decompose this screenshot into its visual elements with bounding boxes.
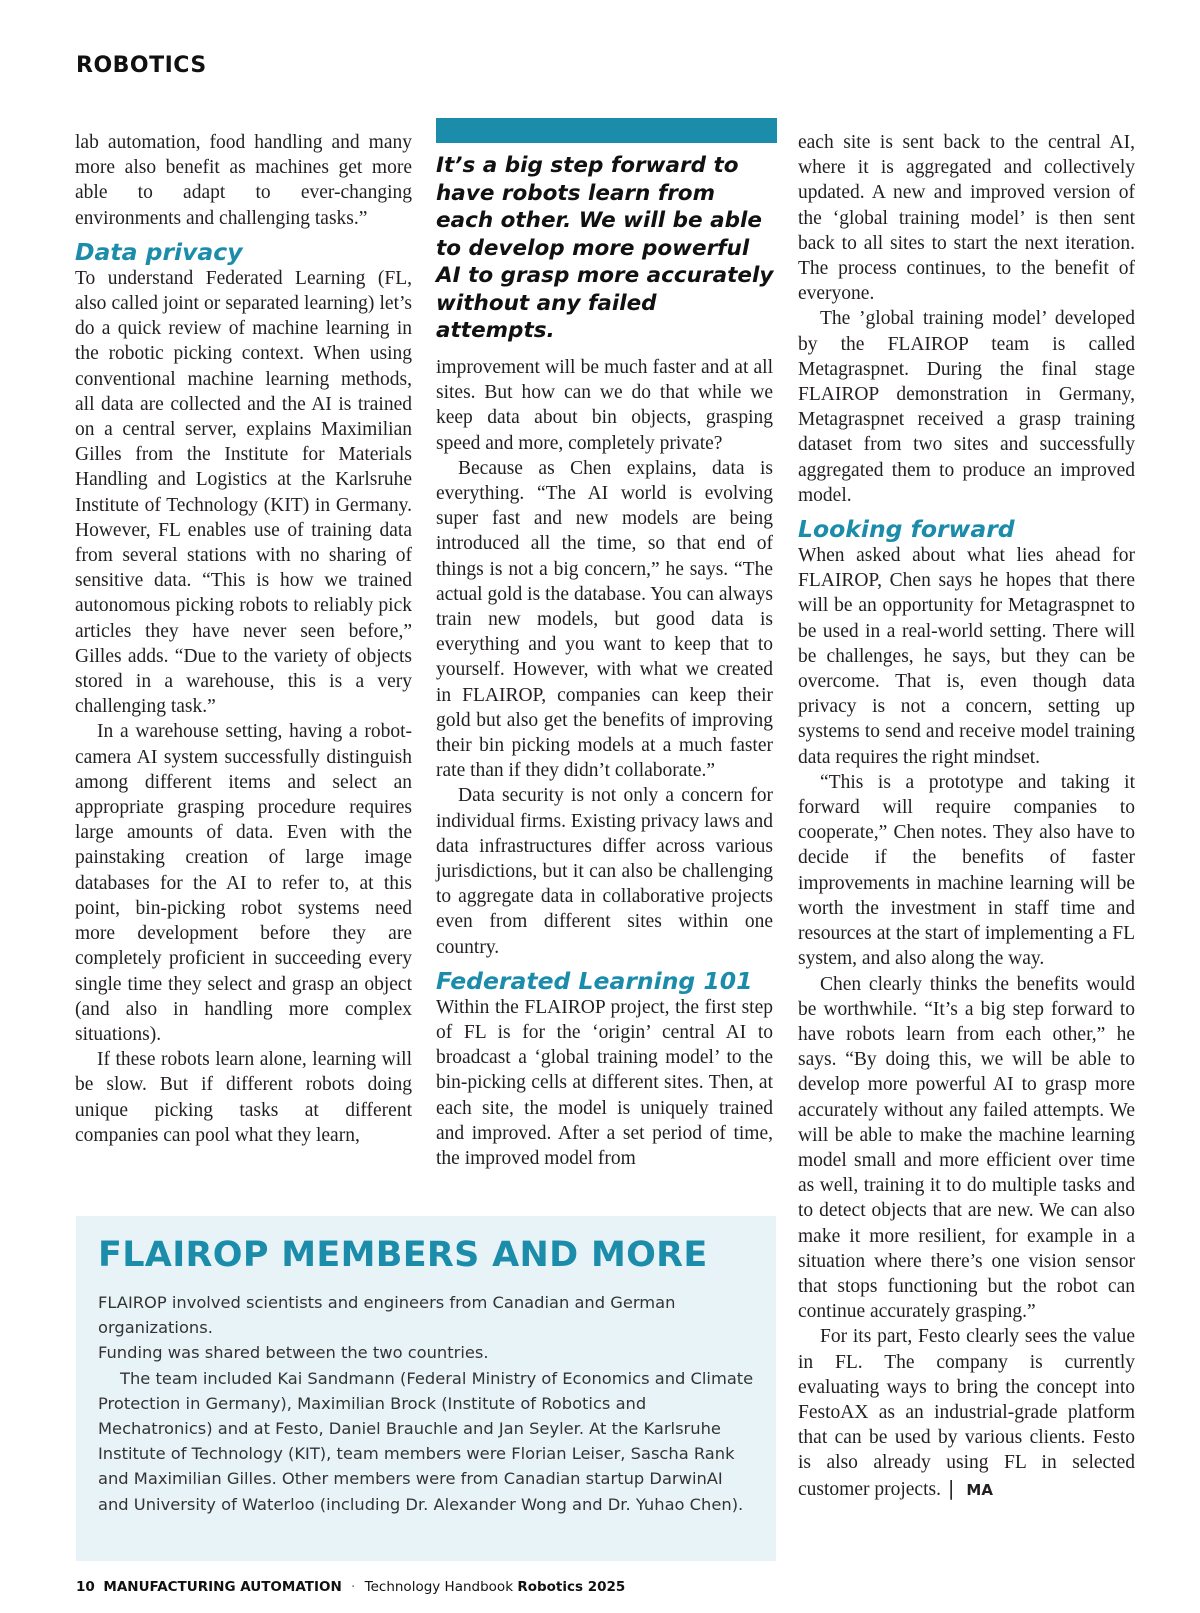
paragraph: In a warehouse setting, having a robot-camera AI system successfully distinguish among different items and select an appropriate grasping procedure requires large amounts of data. Even with the painstaking creation of large image databases for the AI to refer to, at this point, bin-picking robot systems need more development before they are completely proficient in succeeding every single time they select and grasp an object (and also in handling more complex situations). bbox=[75, 721, 412, 1045]
article-column-2 bbox=[436, 355, 773, 1171]
edition-name: Robotics 2025 bbox=[517, 1579, 626, 1595]
article-column-1 bbox=[75, 130, 412, 1148]
paragraph: If these robots learn alone, learning will be slow. But if different robots doing unique picking tasks at different companies can pool what they learn, bbox=[75, 1049, 412, 1146]
paragraph: Chen clearly thinks the benefits would be worthwhile. “It’s a big step forward to have robots learn from each other,” he says. “By doing this, we will be able to develop more powerful AI to grasp more accurately without any failed attempts. We will be able to make the machine learning model small and more efficient over time as well, training it to do multiple tasks and to detect objects that are new. We can also make it more resilient, for example in a situation where there’s one vision sensor that stops functioning but the robot can continue accurately grasping.” bbox=[798, 973, 1135, 1323]
sidebar-title: FLAIROP MEMBERS AND MORE bbox=[98, 1235, 708, 1275]
pullquote: It’s a big step forward to have robots learn from each other. We will be able to develop more powerful AI to grasp more accurately without any failed attempts. bbox=[436, 153, 774, 343]
sidebar-box bbox=[76, 1216, 776, 1561]
subhead-looking-forward: Looking forward bbox=[798, 515, 1015, 544]
paragraph: “This is a prototype and taking it forward will require companies to cooperate,” Chen notes. They also have to decide if the benefits of faster improvements in machine learning will be worth the investment in staff time and resources at the start of implementing a FL system, and also along the way. bbox=[798, 771, 1135, 970]
paragraph-final bbox=[798, 1324, 1135, 1502]
paragraph: Within the FLAIROP project, the first step of FL is for the ‘origin’ central AI to broadcast a ‘global training model’ to the bin-picking cells at different sites. Then, at each site, the model is uniquely trained and improved. After a set period of time, the improved model from bbox=[436, 996, 773, 1170]
subhead-data-privacy: Data privacy bbox=[75, 237, 243, 266]
subhead-federated-learning-101: Federated Learning 101 bbox=[436, 966, 753, 995]
paragraph: each site is sent back to the central AI, where it is aggregated and collectively updated. A new and improved version of the ‘global training model’ is then sent back to all sites to start the next iteration. The process continues, to the benefit of everyone. bbox=[798, 132, 1135, 305]
paragraph: The ’global training model’ developed by the FLAIROP team is called Metagraspnet. During the final stage FLAIROP demonstration in Germany, Metagraspnet received a grasp training dataset from two sites and successfully aggregated them to produce an improved model. bbox=[798, 308, 1135, 506]
end-bar: | bbox=[947, 1476, 955, 1500]
paragraph: When asked about what lies ahead for FLAIROP, Chen says he hopes that there will be an opportunity for Metagraspnet to be used in a real-world setting. There will be challenges, he says, but they can be overcome. That is, even though data privacy is not a concern, setting up systems to send and receive model training data requires the right mindset. bbox=[798, 545, 1135, 768]
pullquote-accent-bar bbox=[436, 118, 777, 143]
page-number: 10 bbox=[76, 1579, 95, 1595]
footer-separator: · bbox=[351, 1579, 356, 1595]
handbook-name: Technology Handbook bbox=[364, 1579, 514, 1595]
sidebar-paragraph: Funding was shared between the two countries. bbox=[98, 1343, 489, 1363]
sidebar-paragraph: FLAIROP involved scientists and engineers from Canadian and German organizations. bbox=[98, 1293, 676, 1338]
section-label: ROBOTICS bbox=[76, 53, 207, 78]
final-paragraph-text: For its part, Festo clearly sees the value in FL. The company is currently evaluating ways to bring the concept into FestoAX as an industrial-grade platform that can be used by various clients. Festo is also already using FL in selected customer projects. bbox=[798, 1326, 1135, 1500]
paragraph: lab automation, food handling and many more also benefit as machines get more able to adapt to ever-changing environments and challenging tasks.” bbox=[75, 132, 412, 229]
sidebar-paragraph: The team included Kai Sandmann (Federal Ministry of Economics and Climate Protection in Germany), Maximilian Brock (Institute of Robotics and Mechatronics) and at Festo, Daniel Brauchle and Jan Seyler. At the Karlsruhe Institute of Technology (KIT), team members were Florian Leiser, Sascha Rank and Maximilian Gilles. Other members were from Canadian startup DarwinAI and University of Waterloo (including Dr. Alexander Wong and Dr. Yuhao Chen). bbox=[98, 1368, 754, 1514]
paragraph: To understand Federated Learning (FL, also called joint or separated learning) let’s do a quick review of machine learning in the robotic picking context. When using conventional machine learning methods, all data are collected and the AI is trained on a central server, explains Maximilian Gilles from the Institute for Materials Handling and Logistics at the Karlsruhe Institute of Technology (KIT) in Germany. However, FL enables use of training data from several stations with no sharing of sensitive data. “This is how we trained autonomous picking robots to reliably pick articles they have never seen before,” Gilles adds. “Due to the variety of objects stored in a warehouse, this is a very challenging task.” bbox=[75, 267, 412, 718]
paragraph: improvement will be much faster and at all sites. But how can we do that while we keep data about bin objects, grasping speed and more, completely private? bbox=[436, 357, 773, 454]
article-column-3 bbox=[798, 130, 1135, 1503]
end-mark: MA bbox=[966, 1480, 993, 1499]
paragraph: Because as Chen explains, data is everything. “The AI world is evolving super fast and new models are being introduced all the time, so that end of things is not a big concern,” he says. “The actual gold is the database. You can always train new models, but good data is everything and you want to keep that to yourself. However, with what we created in FLAIROP, companies can keep their gold but also get the benefits of improving their bin picking models at a much faster rate than if they didn’t collaborate.” bbox=[436, 457, 773, 782]
page-footer bbox=[76, 1579, 625, 1595]
paragraph: Data security is not only a concern for individual firms. Existing privacy laws and data infrastructures differ across various jurisdictions, but it can also be challenging to aggregate data in collaborative projects even from different sites within one country. bbox=[436, 785, 773, 958]
publication-name: MANUFACTURING AUTOMATION bbox=[103, 1579, 342, 1595]
